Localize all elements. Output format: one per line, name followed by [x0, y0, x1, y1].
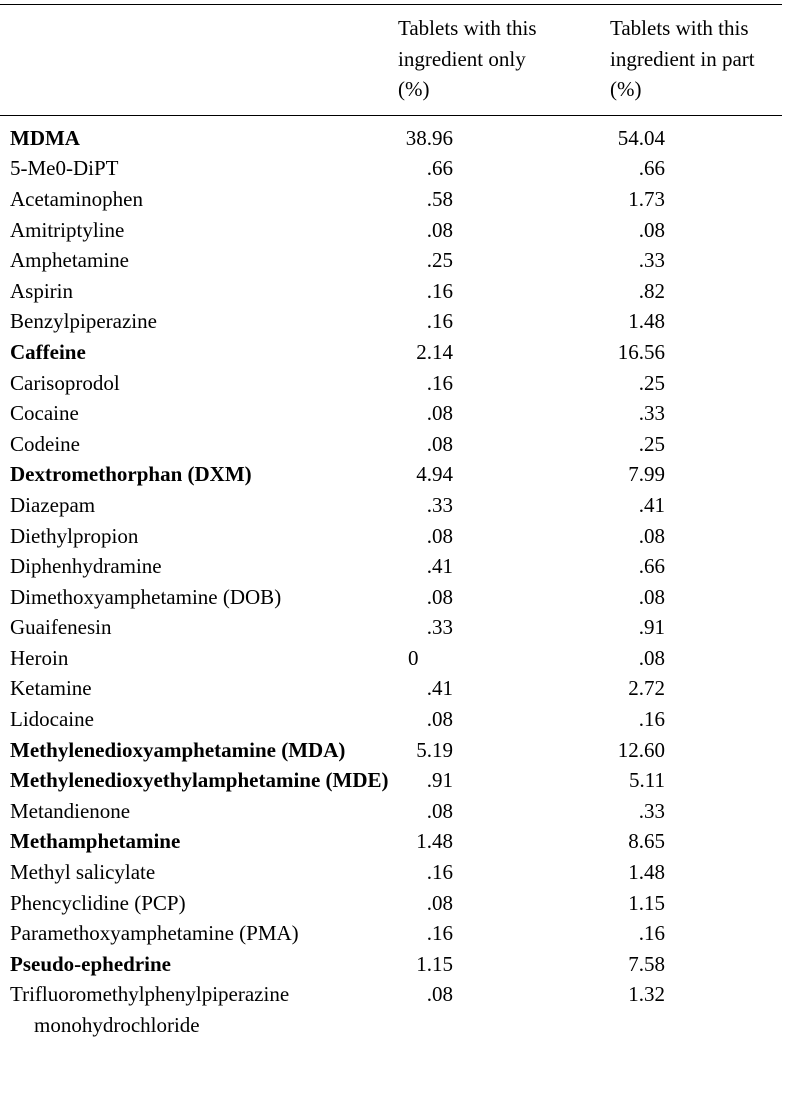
ingredient-name: Methyl salicylate: [10, 860, 156, 885]
ingredient-name-cell: [0, 735, 398, 766]
part-percent: .08: [638, 645, 665, 670]
only-percent: 5.19: [416, 737, 453, 762]
ingredient-name-cell: [0, 306, 398, 337]
table-row: [0, 521, 782, 552]
ingredient-name: Diethylpropion: [10, 523, 139, 548]
part-percent-cell: [610, 306, 782, 337]
only-percent-cell: [398, 245, 610, 276]
ingredient-name: Dimethoxyamphetamine (DOB): [10, 584, 282, 609]
only-percent-cell: [398, 796, 610, 827]
table-row: [0, 979, 782, 1040]
ingredient-name: Caffeine: [10, 339, 86, 364]
ingredient-name-cell: [0, 826, 398, 857]
only-percent: .16: [426, 278, 453, 303]
only-percent-cell: [398, 153, 610, 184]
part-percent-cell: [610, 245, 782, 276]
part-percent: .66: [638, 554, 665, 579]
ingredient-name: Metandienone: [10, 798, 131, 823]
table-row: [0, 918, 782, 949]
table-row: [0, 735, 782, 766]
only-percent: .16: [426, 370, 453, 395]
part-percent-cell: [610, 796, 782, 827]
part-percent-cell: [610, 153, 782, 184]
table-row: [0, 612, 782, 643]
only-percent: .91: [426, 768, 453, 793]
only-percent-cell: [398, 673, 610, 704]
ingredient-name: Heroin: [10, 645, 69, 670]
part-percent-cell: [610, 765, 782, 796]
only-percent: .41: [426, 676, 453, 701]
part-percent: .08: [638, 523, 665, 548]
part-percent: .33: [638, 248, 665, 273]
table-row: [0, 765, 782, 796]
table-header: [0, 5, 782, 116]
only-percent-cell: [398, 521, 610, 552]
only-percent-cell: [398, 582, 610, 613]
ingredient-name: Phencyclidine (PCP): [10, 890, 186, 915]
ingredient-name: Dextromethorphan (DXM): [10, 462, 252, 487]
table-row: [0, 704, 782, 735]
only-percent: .16: [426, 860, 453, 885]
only-percent: 38.96: [405, 125, 453, 150]
part-percent: .33: [638, 401, 665, 426]
only-percent: 4.94: [416, 462, 453, 487]
only-percent-cell: [398, 888, 610, 919]
table-row: [0, 796, 782, 827]
ingredient-name: Benzylpiperazine: [10, 309, 157, 334]
header-only: Tablets with this ingredient only (%): [398, 5, 610, 116]
part-percent: 1.48: [628, 309, 665, 334]
only-percent-cell: [398, 306, 610, 337]
ingredient-name: Diazepam: [10, 492, 96, 517]
ingredient-name: Codeine: [10, 431, 80, 456]
only-percent: .08: [426, 707, 453, 732]
part-percent: 16.56: [617, 339, 665, 364]
ingredient-name: Methylenedioxyethylamphetamine (MDE): [10, 768, 389, 793]
only-percent-cell: [398, 115, 610, 153]
part-percent-cell: [610, 115, 782, 153]
ingredient-name-cell: [0, 184, 398, 215]
only-percent: 0: [408, 645, 419, 670]
table-row: [0, 643, 782, 674]
only-percent: .08: [426, 890, 453, 915]
only-percent-cell: [398, 551, 610, 582]
ingredient-name: Acetaminophen: [10, 186, 143, 211]
only-percent: .33: [426, 615, 453, 640]
part-percent: .41: [638, 492, 665, 517]
part-percent: .25: [638, 431, 665, 456]
only-percent-cell: [398, 398, 610, 429]
table-row: [0, 398, 782, 429]
ingredient-name: Carisoprodol: [10, 370, 120, 395]
only-percent-cell: [398, 459, 610, 490]
part-percent-cell: [610, 826, 782, 857]
part-percent: 5.11: [629, 768, 665, 793]
ingredient-name-cell: [0, 582, 398, 613]
ingredient-name-cell: [0, 398, 398, 429]
ingredient-name: Methamphetamine: [10, 829, 181, 854]
only-percent-cell: [398, 735, 610, 766]
part-percent-cell: [610, 612, 782, 643]
ingredient-name: Cocaine: [10, 401, 79, 426]
part-percent-cell: [610, 398, 782, 429]
ingredient-name: 5-Me0-DiPT: [10, 156, 119, 181]
only-percent: .08: [426, 431, 453, 456]
part-percent: 1.15: [628, 890, 665, 915]
only-percent-cell: [398, 429, 610, 460]
only-percent-cell: [398, 215, 610, 246]
ingredient-name: Methylenedioxyamphetamine (MDA): [10, 737, 346, 762]
part-percent-cell: [610, 582, 782, 613]
ingredient-name-cell: [0, 215, 398, 246]
part-percent: .91: [638, 615, 665, 640]
ingredient-name: Guaifenesin: [10, 615, 112, 640]
table-row: [0, 857, 782, 888]
table-row: [0, 582, 782, 613]
ingredient-name-cell: [0, 276, 398, 307]
only-percent: .08: [426, 401, 453, 426]
only-percent-cell: [398, 918, 610, 949]
header-ingredient: [0, 5, 398, 116]
ingredient-name: Ketamine: [10, 676, 92, 701]
only-percent: 1.15: [416, 951, 453, 976]
ingredient-name: Trifluoromethylphenylpiperazine monohydrochloride: [10, 982, 290, 1037]
ingredient-name-cell: [0, 368, 398, 399]
ingredient-name: Pseudo-ephedrine: [10, 951, 172, 976]
ingredient-name: Paramethoxyamphetamine (PMA): [10, 921, 299, 946]
only-percent: .16: [426, 309, 453, 334]
table-row: [0, 276, 782, 307]
ingredient-name-cell: [0, 521, 398, 552]
ingredient-table: [0, 4, 782, 1041]
part-percent-cell: [610, 459, 782, 490]
ingredient-name-cell: [0, 949, 398, 980]
part-percent-cell: [610, 949, 782, 980]
header-row: [0, 5, 782, 116]
part-percent: .33: [638, 798, 665, 823]
table-row: [0, 490, 782, 521]
only-percent: .66: [426, 156, 453, 181]
ingredient-name-cell: [0, 429, 398, 460]
part-percent-cell: [610, 979, 782, 1040]
table-row: [0, 184, 782, 215]
header-part: Tablets with this ingredient in part (%): [610, 5, 782, 116]
part-percent: .16: [638, 921, 665, 946]
ingredient-name: Amphetamine: [10, 248, 129, 273]
only-percent: .16: [426, 921, 453, 946]
part-percent: 8.65: [628, 829, 665, 854]
part-percent: 2.72: [628, 676, 665, 701]
part-percent-cell: [610, 704, 782, 735]
part-percent: .82: [638, 278, 665, 303]
part-percent-cell: [610, 735, 782, 766]
only-percent-cell: [398, 612, 610, 643]
table-row: [0, 115, 782, 153]
part-percent-cell: [610, 276, 782, 307]
only-percent: 1.48: [416, 829, 453, 854]
part-percent-cell: [610, 368, 782, 399]
part-percent-cell: [610, 215, 782, 246]
part-percent-cell: [610, 184, 782, 215]
table-row: [0, 888, 782, 919]
table-body: [0, 115, 782, 1040]
ingredient-name: Lidocaine: [10, 707, 94, 732]
ingredient-name-cell: [0, 551, 398, 582]
part-percent: 1.32: [628, 982, 665, 1007]
only-percent-cell: [398, 490, 610, 521]
table-row: [0, 551, 782, 582]
ingredient-name-cell: [0, 612, 398, 643]
only-percent-cell: [398, 368, 610, 399]
part-percent-cell: [610, 490, 782, 521]
table-row: [0, 949, 782, 980]
ingredient-name-cell: [0, 459, 398, 490]
only-percent-cell: [398, 276, 610, 307]
only-percent-cell: [398, 643, 610, 674]
only-percent: .08: [426, 798, 453, 823]
ingredient-name-cell: [0, 765, 398, 796]
part-percent: 7.99: [628, 462, 665, 487]
table-row: [0, 337, 782, 368]
ingredient-name-cell: [0, 888, 398, 919]
only-percent: .41: [426, 554, 453, 579]
part-percent: 54.04: [617, 125, 665, 150]
part-percent-cell: [610, 857, 782, 888]
table-row: [0, 673, 782, 704]
only-percent: .08: [426, 217, 453, 242]
only-percent: .25: [426, 248, 453, 273]
only-percent-cell: [398, 184, 610, 215]
only-percent-cell: [398, 337, 610, 368]
ingredient-name-cell: [0, 704, 398, 735]
part-percent: .16: [638, 707, 665, 732]
part-percent-cell: [610, 551, 782, 582]
part-percent: .25: [638, 370, 665, 395]
ingredient-name-cell: [0, 918, 398, 949]
ingredient-name: Aspirin: [10, 278, 73, 303]
table-row: [0, 429, 782, 460]
ingredient-name-cell: [0, 796, 398, 827]
part-percent: .08: [638, 584, 665, 609]
ingredient-name: MDMA: [10, 125, 80, 150]
only-percent: .58: [426, 186, 453, 211]
part-percent: .08: [638, 217, 665, 242]
only-percent: 2.14: [416, 339, 453, 364]
only-percent-cell: [398, 857, 610, 888]
table-row: [0, 459, 782, 490]
part-percent-cell: [610, 888, 782, 919]
part-percent-cell: [610, 673, 782, 704]
ingredient-name: Amitriptyline: [10, 217, 125, 242]
only-percent-cell: [398, 949, 610, 980]
table-row: [0, 306, 782, 337]
only-percent-cell: [398, 704, 610, 735]
ingredient-name-cell: [0, 643, 398, 674]
only-percent-cell: [398, 826, 610, 857]
ingredient-name: Diphenhydramine: [10, 554, 162, 579]
ingredient-name-cell: [0, 115, 398, 153]
part-percent: 7.58: [628, 951, 665, 976]
part-percent: .66: [638, 156, 665, 181]
part-percent: 1.73: [628, 186, 665, 211]
part-percent: 1.48: [628, 860, 665, 885]
table-row: [0, 826, 782, 857]
only-percent: .08: [426, 982, 453, 1007]
ingredient-name-cell: [0, 490, 398, 521]
ingredient-name-cell: [0, 979, 398, 1040]
part-percent-cell: [610, 337, 782, 368]
ingredient-name-cell: [0, 673, 398, 704]
only-percent: .33: [426, 492, 453, 517]
part-percent-cell: [610, 918, 782, 949]
part-percent-cell: [610, 643, 782, 674]
table-row: [0, 245, 782, 276]
ingredient-name-cell: [0, 153, 398, 184]
only-percent-cell: [398, 979, 610, 1040]
ingredient-name-cell: [0, 245, 398, 276]
ingredient-name-cell: [0, 337, 398, 368]
only-percent-cell: [398, 765, 610, 796]
part-percent-cell: [610, 521, 782, 552]
part-percent-cell: [610, 429, 782, 460]
part-percent: 12.60: [617, 737, 665, 762]
only-percent: .08: [426, 523, 453, 548]
table-row: [0, 215, 782, 246]
ingredient-name-cell: [0, 857, 398, 888]
table-row: [0, 153, 782, 184]
only-percent: .08: [426, 584, 453, 609]
table-row: [0, 368, 782, 399]
